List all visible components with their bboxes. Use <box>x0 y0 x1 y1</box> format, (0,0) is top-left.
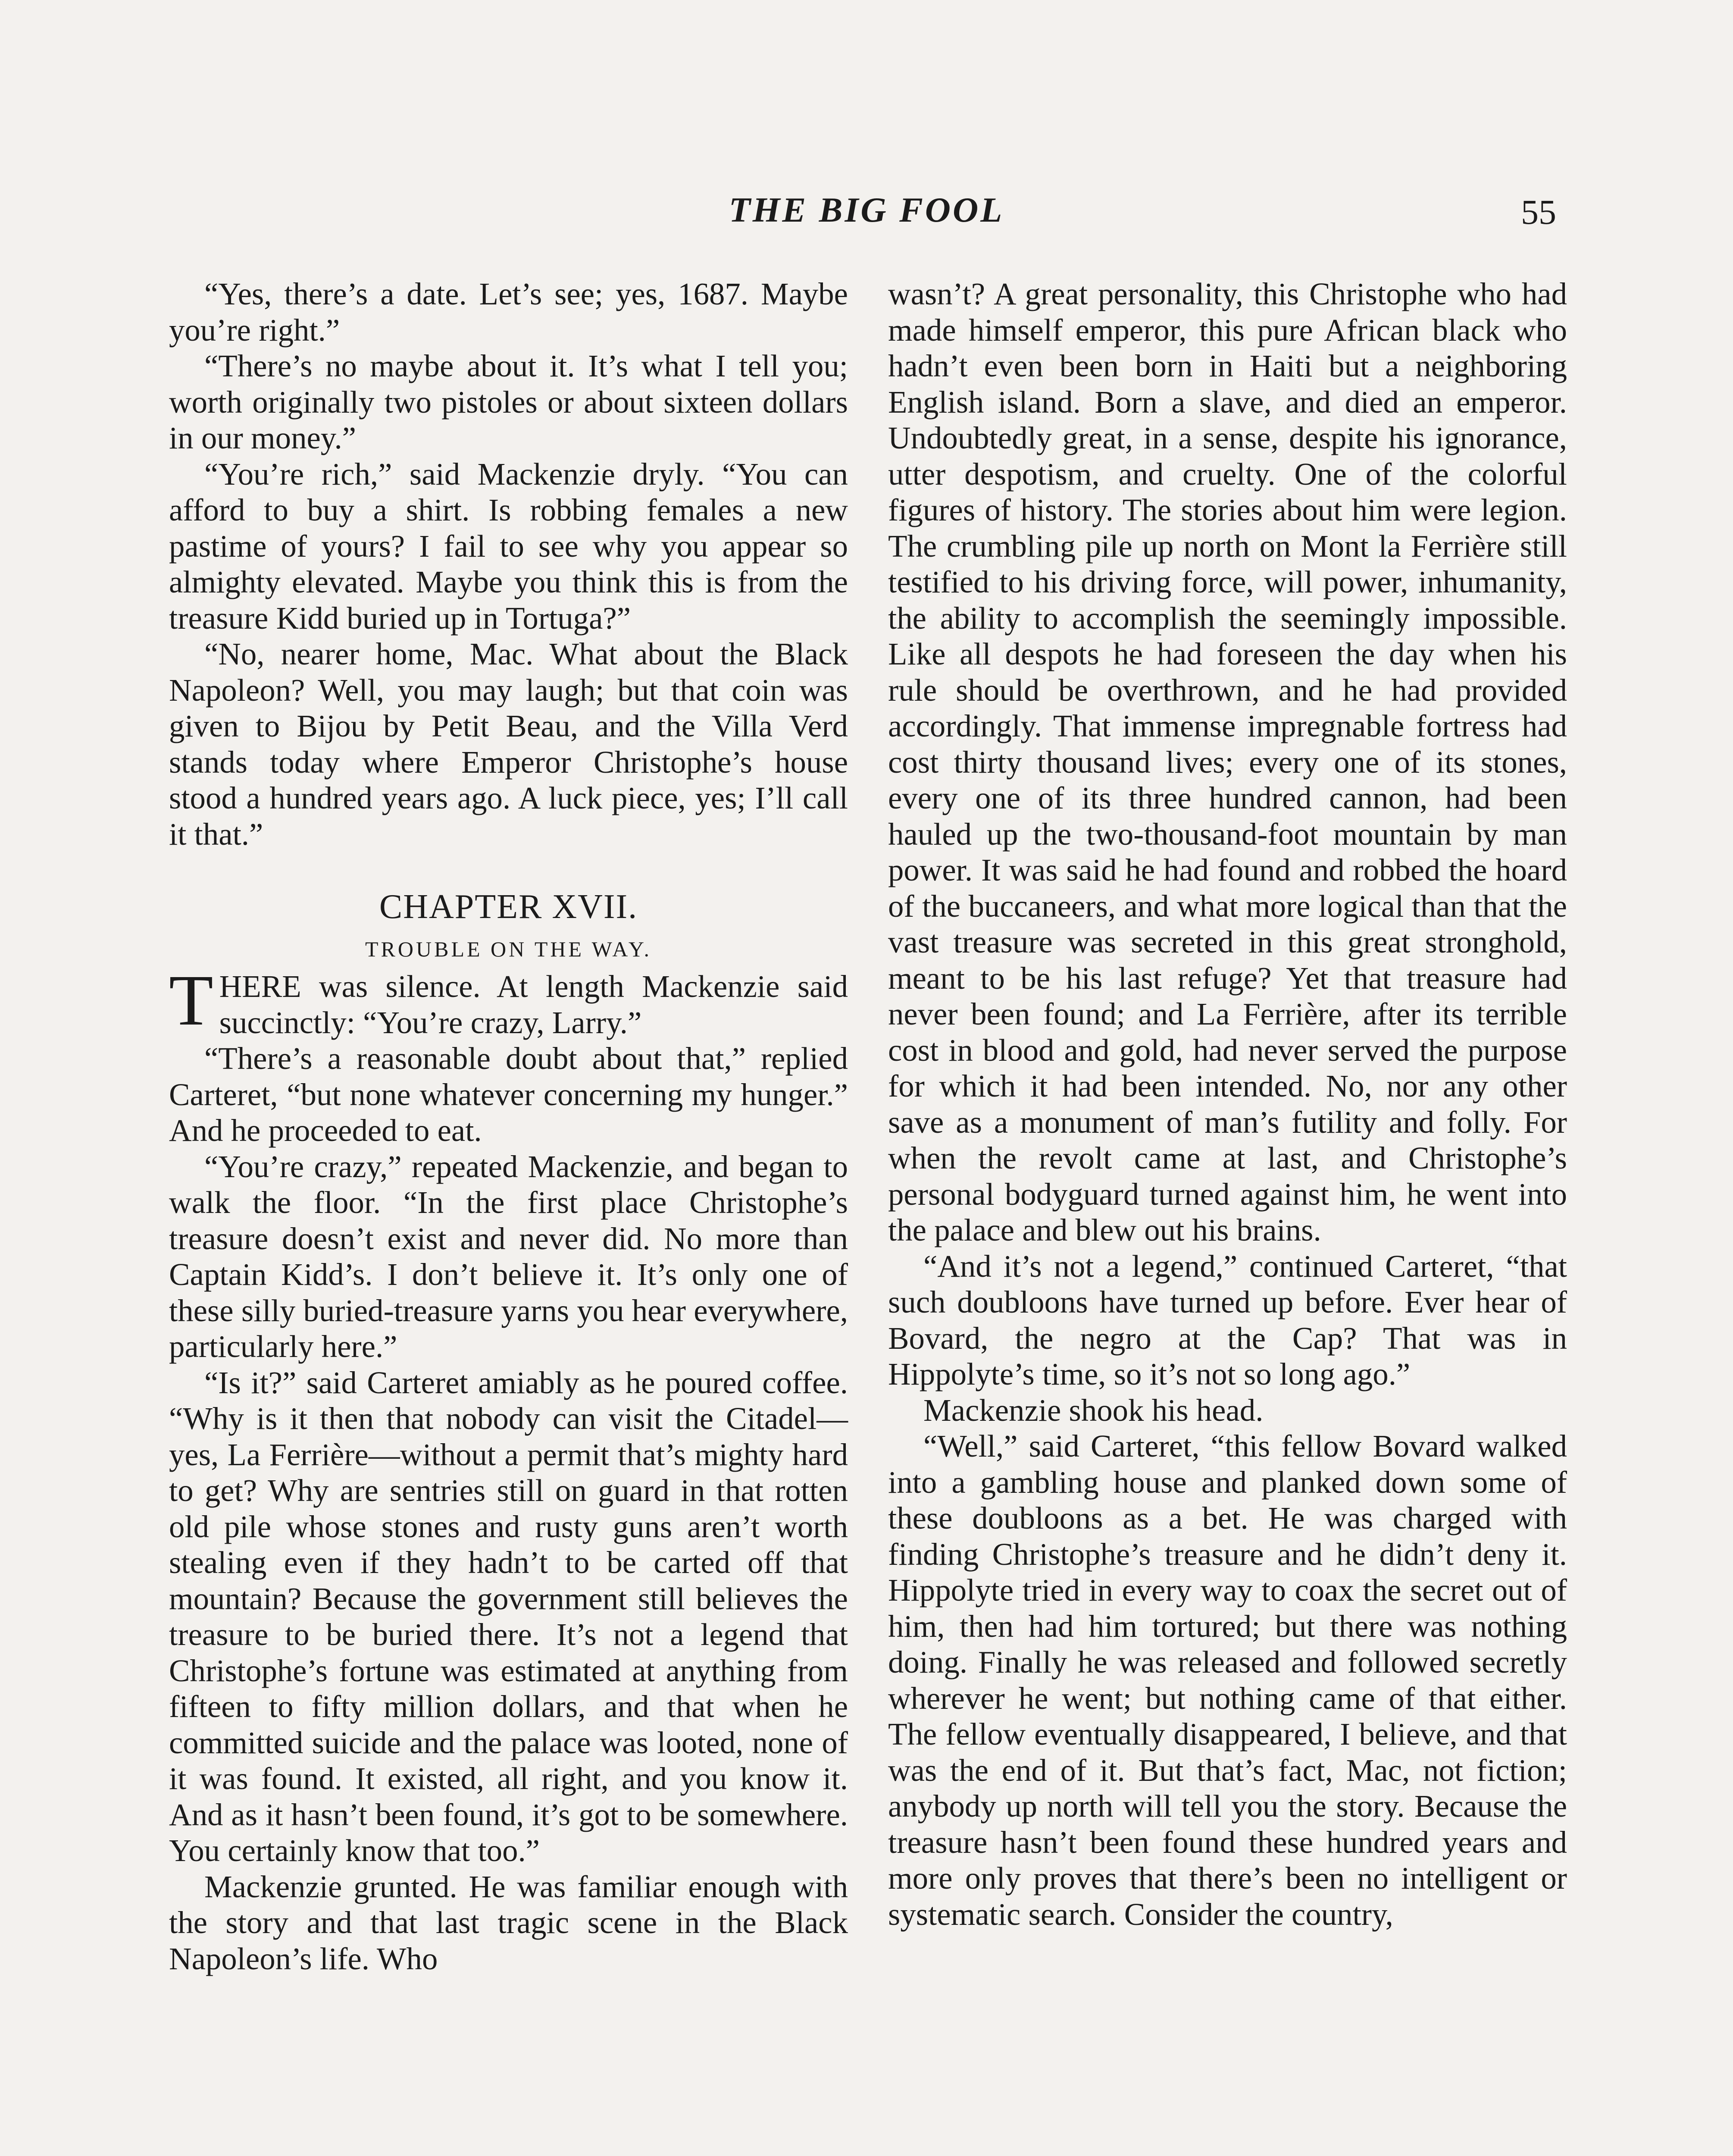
paragraph: “And it’s not a legend,” continued Carteret, “that such doubloons have turned up before. Ever hear of Bovard, the negro at the Cap? That was in Hippolyte’s time, so it’s not so long ago.” <box>888 1248 1567 1391</box>
continued-paragraph: wasn’t? A great personality, this Christophe who had made himself emperor, this pure African black who hadn’t even been born in Haiti but a neighboring English island. Born a slave, and died an emperor. Undoubtedly great, in a sense, despite his ignorance, utter despotism, and cruelty. One of the colorful figures of history. The stories about him were legion. The crumbling pile up north on Mont la Ferrière still testified to his driving force, will power, inhumanity, the ability to accomplish the seemingly impossible. Like all despots he had foreseen the day when his rule should be overthrown, and he had provided accordingly. That immense impregnable fortress had cost thirty thousand lives; every one of its stones, every one of its three hundred cannon, had been hauled up the two-thousand-foot mountain by man power. It was said he had found and robbed the hoard of the buccaneers, and what more logical than that the vast treasure was secreted in this great stronghold, meant to be his last refuge? Yet that treasure had never been found; and La Ferrière, after its terrible cost in blood and gold, had never served the purpose for which it had been intended. No, nor any other save as a monument of man’s futility and folly. For when the revolt came at last, and Christophe’s personal bodyguard turned against him, he went into the palace and blew out his brains. <box>888 276 1567 1247</box>
paragraph: “No, nearer home, Mac. What about the Black Napoleon? Well, you may laugh; but that coin was given to Bijou by Petit Beau, and the Villa Verd stands today where Emperor Christophe’s house stood a hundred years ago. A luck piece, yes; I’ll call it that.” <box>169 636 848 852</box>
running-title: THE BIG FOOL <box>729 190 1004 229</box>
paragraph: “There’s no maybe about it. It’s what I tell you; worth originally two pistoles or about sixteen dollars in our money.” <box>169 348 848 455</box>
page-number: 55 <box>1521 192 1556 232</box>
chapter-heading: CHAPTER XVII. <box>379 888 638 926</box>
drop-cap: T <box>169 960 213 1040</box>
paragraph: “Yes, there’s a date. Let’s see; yes, 1687. Maybe you’re right.” <box>169 276 848 348</box>
paragraph: “You’re rich,” said Mackenzie dryly. “You can afford to buy a shirt. Is robbing females a new pastime of yours? I fail to see why you appear so almighty elevated. Maybe you think this is from the treasure Kidd buried up in Tortuga?” <box>169 456 848 636</box>
paragraph: Mackenzie grunted. He was familiar enough with the story and that last tragic scene in the Black Napoleon’s life. Who <box>169 1869 848 1976</box>
paragraph: “There’s a reasonable doubt about that,” replied Carteret, “but none whatever concerning my hunger.” And he proceeded to eat. <box>169 1041 848 1148</box>
chapter-subtitle: TROUBLE ON THE WAY. <box>365 937 652 961</box>
paragraph: Mackenzie shook his head. <box>923 1392 1264 1428</box>
paragraph: “Is it?” said Carteret amiably as he poured coffee. “Why is it then that nobody can visit the Citadel—yes, La Ferrière—without a permit that’s mighty hard to get? Why are sentries still on guard in that rotten old pile whose stones and rusty guns aren’t worth stealing even if they hadn’t to be carted off that mountain? Because the government still believes the treasure to be buried there. It’s not a legend that Christophe’s fortune was estimated at anything from fifteen to fifty million dollars, and that when he committed suicide and the palace was looted, none of it was found. It existed, all right, and you know it. And as it hasn’t been found, it’s got to be somewhere. You certainly know that too.” <box>169 1365 848 1868</box>
paragraph: “Well,” said Carteret, “this fellow Bovard walked into a gambling house and planked down some of these doubloons as a bet. He was charged with finding Christophe’s treasure and he didn’t deny it. Hippolyte tried in every way to coax the secret out of him, then had him tortured; but there was nothing doing. Finally he was released and followed secretly wherever he went; but nothing came of that either. The fellow eventually disappeared, I believe, and that was the end of it. But that’s fact, Mac, not fiction; anybody up north will tell you the story. Because the treasure hasn’t been found these hundred years and more only proves that there’s been no intelligent or systematic search. Consider the country, <box>888 1429 1567 1932</box>
opening-text: HERE was silence. At length Mackenzie said succinctly: “You’re crazy, Larry.” <box>219 969 848 1040</box>
chapter-opening-paragraph <box>169 960 848 1040</box>
left-column <box>169 276 848 1977</box>
paragraph: “You’re crazy,” repeated Mackenzie, and began to walk the floor. “In the first place Christophe’s treasure doesn’t exist and never did. No more than Captain Kidd’s. I don’t believe it. It’s only one of these silly buried-treasure yarns you hear everywhere, particularly here.” <box>169 1149 848 1364</box>
right-column <box>888 276 1567 1932</box>
